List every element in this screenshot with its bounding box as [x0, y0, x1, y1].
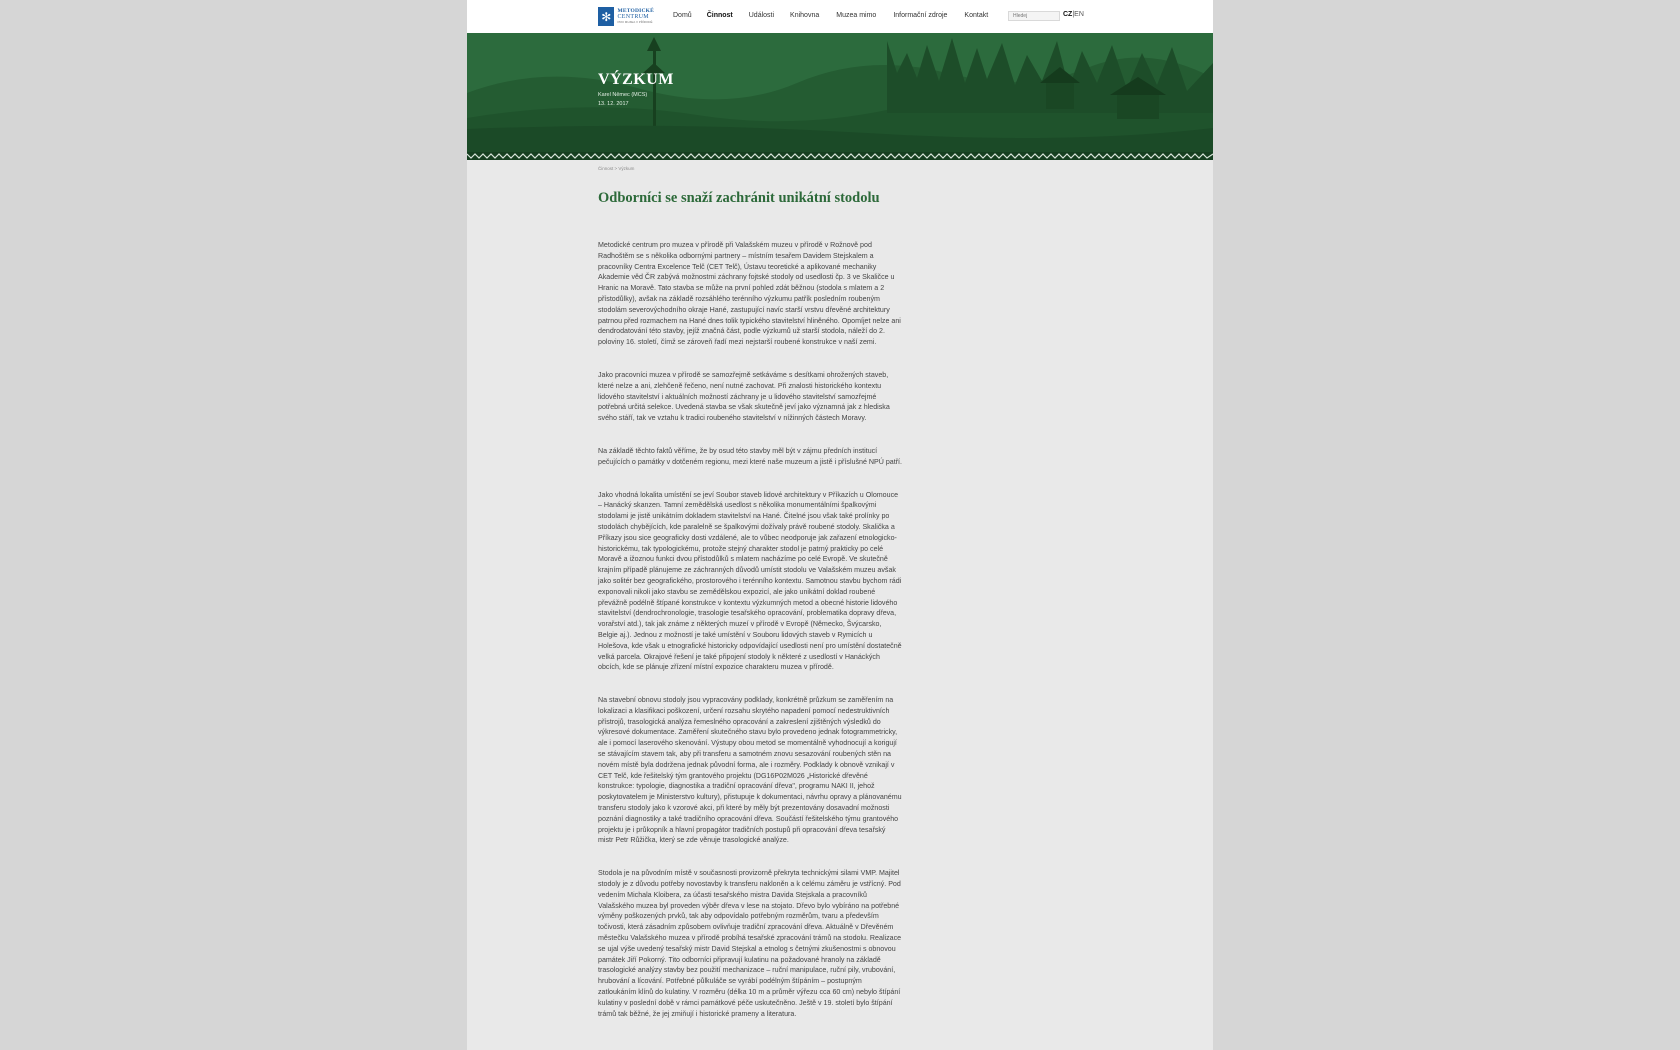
- search-input[interactable]: [1008, 11, 1060, 21]
- breadcrumb: [598, 166, 634, 171]
- lang-en[interactable]: EN: [1074, 11, 1084, 18]
- logo-emblem-icon: ✻: [598, 7, 614, 26]
- nav-item-library[interactable]: Knihovna: [790, 12, 820, 19]
- nav-item-activity[interactable]: Činnost: [706, 12, 733, 19]
- article-body: [598, 240, 902, 1041]
- hero-author: Karel Němec (MCS): [598, 92, 648, 98]
- logo-line-2: CENTRUM: [617, 14, 649, 21]
- logo-text: [617, 9, 654, 25]
- article-paragraph: Jako vhodná lokalita umístění se jeví Soubor staveb lidové architektury v Příkazích u Olomouce – Hanácký skanzen. Tamní zemědělská usedlost s několika monumentálními špalkovými stodolami je jistě unikátním dokladem stavitelství na Hané. Čitelné jsou však také prolínky po stodolách chybějících, kde paralelně se špalkovými dožívaly právě roubené stodoly. Skalička a Příkazy jsou sice geograficky dosti vzdálené, ale to vůbec neodporuje jak zařazení etnologicko-historickému, tak typologickému, protože stejný charakter stodol je patrný prakticky po celé Moravě a ižoznou funkci dvou přístodůlků s mlatem nacházíme po celé Evropě. Ve skutečně krajním případě plánujeme ze záchranných důvodů umístit stodolu ve Valašském muzeu avšak jako solitér bez geografického, prostorového i terénního kontextu. Samotnou stavbu bychom rádi exponovali nikoli jako stavbu se zemědělskou expozicí, ale jako unikátní doklad roubené převážně podélně štípané konstrukce v kontextu výzkumných metod a obecné historie lidového stavitelství (dendrochronologie, trasologie tesařského opracování, problematika dopravy dřeva, vorařství atd.), tak jak známe z některých muzeí v přírodě v Evropě (Německo, Švýcarsko, Belgie aj.). Jednou z možností je také umístění v Souboru lidových staveb v Rymicích u Holešova, kde však u etnografické historicky odpovídající usedlosti není pro umístění dostatečně velká parcela. Okrajové řešení je také připojení stodoly k některé z usedlostí v Hanáckých obcích, kde se plánuje zřízení místní expozice charakteru muzea v přírodě.: [598, 490, 902, 672]
- article-paragraph: Na stavební obnovu stodoly jsou vypracovány podklady, konkrétně průzkum se zaměřením na lokalizaci a klasifikaci poškození, určení rozsahu skrytého napadení pomocí nedestruktivních přístrojů, trasologická analýza řemeslného opracování a zakreslení zjištěných výsledků do výkresové dokumentace. Zaměření skutečného stavu bylo provedeno jednak fotogrammetricky, ale i pomocí laserového skenování. Výstupy obou metod se momentálně vyhodnocují a korigují se stávajícím stavem tak, aby při transferu a samotném znovu sesazování roubených stěn na novém místě byla dodržena jednak původní forma, ale i rozměry. Podklady k obnově vznikají v CET Telč, kde řešitelský tým grantového projektu (DG16P02M026 „Historické dřevěné konstrukce: typologie, diagnostika a tradiční opracování dřeva", programu NAKI II, jehož poskytovatelem je Ministerstvo kultury), přistupuje k dokumentaci, návrhu opravy a plánovanému transferu stodoly jako k vzorové akci, při které by měly být prezentovány dosavadní možnosti poznání diagnostiky a také tradičního opracování dřeva. Součástí řešitelského týmu grantového projektu je i průkopník a hlavní propagátor tradičních postupů při opracování dřeva tesařský mistr Petr Růžička, který se zde věnuje trasologické analýze.: [598, 696, 902, 845]
- top-bar: [467, 0, 1213, 33]
- nav-item-contact[interactable]: Kontakt: [964, 12, 989, 19]
- nav-item-events[interactable]: Události: [748, 12, 775, 19]
- lang-separator: |: [1072, 11, 1075, 18]
- hero-background-image: [467, 33, 1213, 160]
- hero-banner: [467, 33, 1213, 160]
- main-nav: [673, 12, 988, 19]
- nav-item-museums[interactable]: Muzea mimo: [836, 12, 877, 19]
- hero-date: 13. 12. 2017: [598, 101, 629, 107]
- nav-item-home[interactable]: Domů: [673, 12, 692, 19]
- article-paragraph: Na základě těchto faktů věříme, že by osud této stavby měl být v zájmu předních institucí pečujících o památky v dotčeném regionu, mezi které naše muzeum a jistě i příslušné NPÚ patří.: [598, 446, 902, 466]
- logo-line-1: METODICKÉ: [617, 7, 654, 14]
- hero-title: VÝZKUM: [598, 71, 674, 88]
- logo-line-3: PRO MUZEA V PŘÍRODĚ: [617, 20, 653, 25]
- lang-cz[interactable]: CZ: [1063, 11, 1073, 18]
- article-paragraph: Jako pracovníci muzea v přírodě se samozřejmě setkáváme s desítkami ohrožených staveb, které nelze a ani, zlehčeně řečeno, není nutné zachovat. Při znalosti historického kontextu lidového stavitelství i aktuálních možností záchrany je u lidového stavitelství samozřejmé potřebná určitá selekce. Uvedená stavba se však skutečně jeví jako významná jak z hlediska svého stáří, tak ve vztahu k tradici roubeného stavitelství v nížinných částech Moravy.: [598, 370, 890, 423]
- breadcrumb-current: Výzkum: [618, 166, 635, 171]
- site-logo[interactable]: [598, 6, 654, 27]
- page: [467, 0, 1213, 1050]
- breadcrumb-separator: >: [613, 166, 619, 171]
- article-paragraph: Stodola je na původním místě v současnosti provizorně překryta technickými silami VMP. Majitel stodoly je z důvodu potřeby novostavby k transferu nakloněn a k celému záměru je vstřícný. Pod vedením Michala Kloibera, za účasti tesařského mistra Davida Stejskala a pracovníků Valašského muzea byl proveden výběr dřeva v lese na stojato. Dřevo bylo vybíráno na potřebné výměny poškozených prvků, tak aby odpovídalo potřebným rozměrům, tvaru a především točivosti, která zásadním způsobem ovlivňuje tradiční zpracování dřeva. Aktuálně v Dřevěném městečku Valašského muzea v přírodě probíhá tesařské zpracování trámů na stodolu. Realizace se ujal výše uvedený tesařský mistr David Stejskal a etnolog s četnými zkušenostmi s obnovou památek Jiří Pokorný. Tito odborníci připravují kulatinu na požadované hranoly na základě trasologické analýzy stavby bez použití mechanizace – ruční manipulace, ruční pily, vrubování, hrubování a lícování. Potřebné půlkuláče se vyrábí podélným štípáním – postupným zatloukáním klínů do kulatiny. V rozměru (délka 10 m a průměr výřezu cca 60 cm) nebylo štípání kulatiny v poslední době v rámci památkové péče uskutečněno. Ještě v 19. století bylo štípání trámů tak běžné, že jej zmiňují i historické prameny a literatura.: [598, 869, 902, 1018]
- breadcrumb-home[interactable]: Činnost: [598, 166, 614, 171]
- nav-item-info-sources[interactable]: Informační zdroje: [893, 12, 948, 19]
- article-title: Odborníci se snaží zachránit unikátní stodolu: [598, 190, 880, 206]
- article-paragraph: Metodické centrum pro muzea v přírodě při Valašském muzeu v přírodě v Rožnově pod Radhoštěm se s několika odbornými partnery – místním tesařem Davidem Stejskalem a pracovníky Centra Excelence Telč (CET Telč), Ústavu teoretické a aplikované mechaniky Akademie věd ČR zabývá možnostmi záchrany fojtské stodoly od usedlosti čp. 3 ve Skaličce u Hranic na Moravě. Tato stavba se může na první pohled zdát běžnou (stodola s mlatem a 2 přístodůlky), avšak na základě rozsáhlého terénního výzkumu patřík posledním roubeným stodolám severovýchodního okraje Hané, zastupující navíc starší vrstvu dřevěné architektury patrnou před rozmachem na Hané dnes tolik typického stavitelství hliněného. Opomíjet nelze ani dendrodatování této stavby, jejíž značná část, podle výzkumů už starší stodola, náleží do 2. poloviny 16. století, čímž se zároveň řadí mezi nejstarší roubené konstrukce v naší zemi.: [598, 241, 901, 347]
- language-switch: [1063, 11, 1084, 18]
